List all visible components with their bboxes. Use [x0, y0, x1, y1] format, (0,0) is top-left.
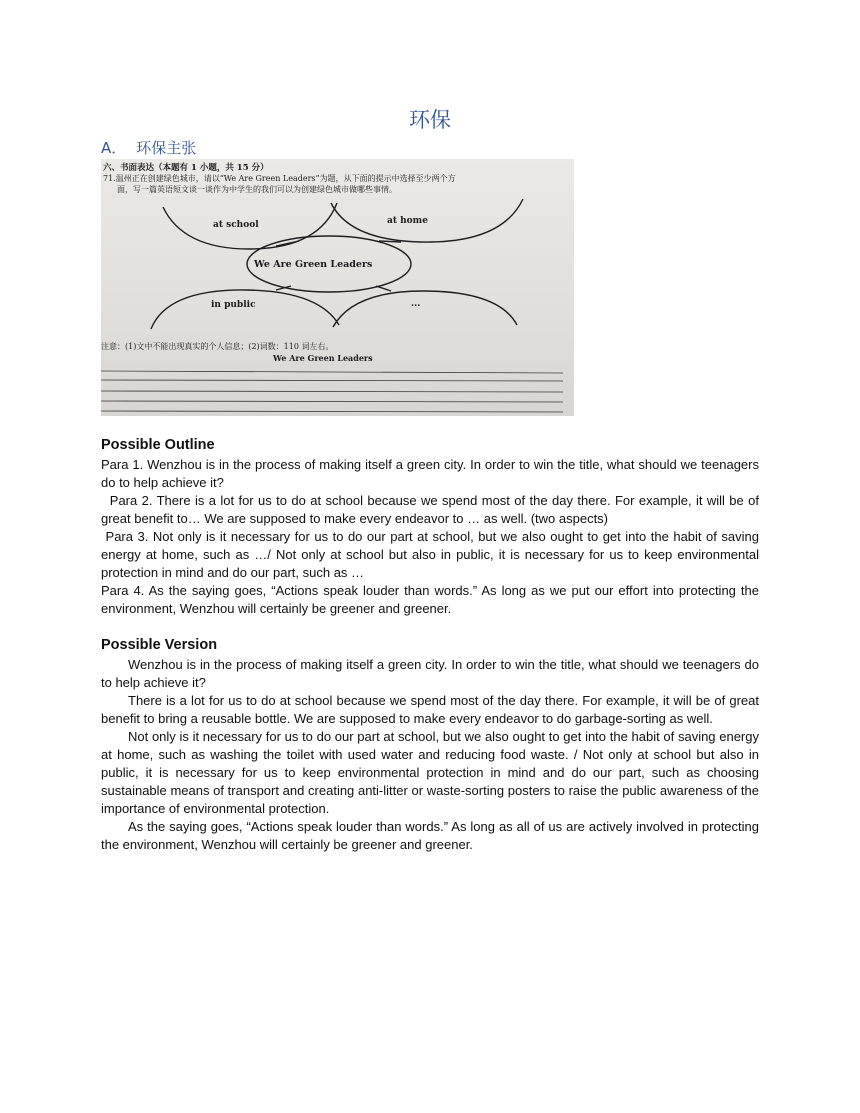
outline-para-2: Para 2. There is a lot for us to do at school because we spend most of the day there. For example, it will be of great benefit to… We are supposed to make every endeavor to … as well. (two aspects): [101, 493, 763, 526]
version-para-1: Wenzhou is in the process of making itself a green city. In order to win the title, what should we teenagers do to help achieve it?: [101, 657, 759, 690]
version-para-3: Not only is it necessary for us to do our part at school, but we also ought to get into the habit of saving energy at home, such as washing the toilet with used water and reducing food waste. / Not only at school but also in public, it is necessary for us to keep environmental protection in mind and do our part, such as choosing sustainable means of transport and creating anti-litter or waste-sorting posters to raise the public awareness of the importance of environmental protection.: [101, 729, 759, 816]
label-in-public: in public: [211, 300, 256, 310]
photo-line-3: 面，写一篇英语短文谈一谈作为中学生的我们可以为创建绿色城市做哪些事情。: [117, 185, 397, 194]
connector-4: [376, 286, 391, 291]
label-at-home: at home: [387, 216, 428, 226]
outline-para-1: Para 1. Wenzhou is in the process of making itself a green city. In order to win the title, what should we teenagers do to help achieve it?: [101, 457, 759, 490]
outline-heading: Possible Outline: [101, 437, 215, 453]
label-center: We Are Green Leaders: [254, 259, 373, 270]
version-para-4: As the saying goes, “Actions speak louder than words.” As long as all of us are actively involved in protecting the environment, Wenzhou will certainly be greener and greener.: [101, 819, 759, 852]
photo-answer-title: We Are Green Leaders: [273, 353, 373, 363]
writing-lines: [101, 371, 563, 412]
connector-2: [379, 241, 401, 242]
section-heading: [101, 137, 196, 158]
label-at-school: at school: [213, 220, 259, 230]
photo-line-2: 71.温州正在创建绿色城市，请以“We Are Green Leaders”为题，从下面的提示中选择至少两个方: [103, 174, 456, 183]
section-number: A．: [101, 139, 127, 157]
photo-note: 注意：(1)文中不能出现真实的个人信息；(2)词数：110 词左右。: [101, 342, 334, 351]
exam-photo: [101, 159, 574, 416]
photo-line-1: 六、书面表达（本题有 1 小题，共 15 分）: [103, 163, 269, 173]
label-more: ...: [411, 299, 421, 309]
bubble-more: [333, 291, 517, 327]
section-title: 环保主张: [136, 139, 197, 157]
page-title: 环保: [409, 108, 451, 132]
version-para-2: There is a lot for us to do at school because we spend most of the day there. For example, it will be of great benefit to bring a reusable bottle. We are supposed to make every endeavor to do garbage-sorting as well.: [101, 693, 759, 726]
outline-para-4: Para 4. As the saying goes, “Actions speak louder than words.” As long as we put our effort into protecting the environment, Wenzhou will certainly be greener and greener.: [101, 583, 759, 616]
outline-para-3: Para 3. Not only is it necessary for us to do our part at school, but we also ought to get into the habit of saving energy at home, such as …/ Not only at school but also in public, it is necessary for us to keep environmental protection in mind and do our part, such as …: [101, 529, 763, 580]
version-heading: Possible Version: [101, 637, 218, 653]
article-content: [101, 436, 763, 854]
